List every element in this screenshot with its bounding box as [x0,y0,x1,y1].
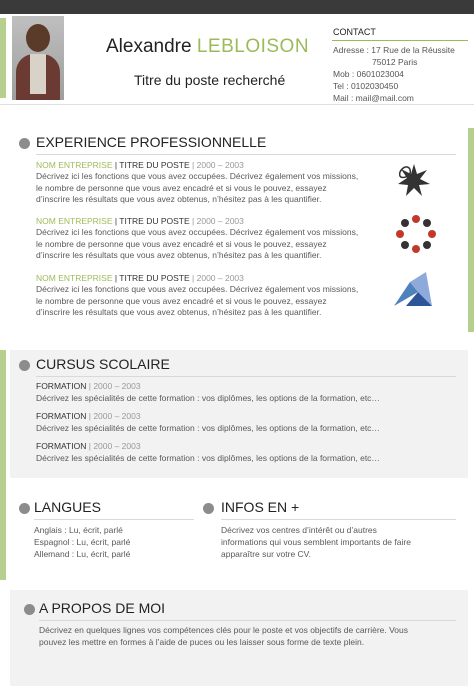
contact-mobile: Mob : 0601023004 [333,69,404,79]
right-accent-bar [468,128,474,332]
job-title: Titre du poste recherché [134,72,286,88]
education-item-heading: FORMATION | 2000 – 2003 [36,381,141,391]
section-bullet [203,503,214,514]
education-description: Décrivez les spécialités de cette formation : vos diplômes, les options de la formation, etc… [36,453,380,463]
ring-logo-icon [394,214,438,254]
experience-description: Décrivez ici les fonctions que vous avez occupées. Décrivez également vos missions, le nombre de personne que vous avez encadré et si vous le pouvez, essayez d’inscrire les résultats que vous avez obtenus, n’hésitez pas à les quantifier. [36,171,359,204]
experience-description: Décrivez ici les fonctions que vous avez occupées. Décrivez également vos missions, le nombre de personne que vous avez encadré et si vous le pouvez, essayez d’inscrire les résultats que vous avez obtenus, n’hésitez pas à les quantifier. [36,227,359,260]
section-rule [39,620,456,621]
section-bullet [19,138,30,149]
info-title: INFOS EN + [221,499,300,515]
experience-title: EXPERIENCE PROFESSIONNELLE [36,134,267,150]
language-item: Allemand : Lu, écrit, parlé [34,549,131,559]
info-text: Décrivez vos centres d’intérêt ou d’autres informations qui vous semblent importants de faire apparaître sur votre CV. [221,525,411,559]
contact-address: Adresse : 17 Rue de la Réussite [333,45,455,55]
languages-title: LANGUES [34,499,101,515]
about-title: A PROPOS DE MOI [39,600,166,616]
header-divider [0,104,474,105]
about-text: Décrivez en quelques lignes vos compétences clés pour le poste et vos objectifs de carrière. Vous pouvez les mettre en formes à l’aide de puces ou les laisser sous forme de texte plein. [39,625,409,647]
profile-photo [12,16,64,100]
section-bullet [19,503,30,514]
contact-mail: Mail : mail@mail.com [333,93,414,103]
left-accent-bar [0,18,6,98]
education-item-heading: FORMATION | 2000 – 2003 [36,441,141,451]
section-rule [221,519,456,520]
language-item: Anglais : Lu, écrit, parlé [34,525,123,535]
section-rule [36,376,456,377]
candidate-name [106,36,309,58]
section-bullet [24,604,35,615]
experience-description: Décrivez ici les fonctions que vous avez occupées. Décrivez également vos missions, le nombre de personne que vous avez encadré et si vous le pouvez, essayez d’inscrire les résultats que vous avez obtenus, n’hésitez pas à les quantifier. [36,284,359,317]
education-item-heading: FORMATION | 2000 – 2003 [36,411,141,421]
contact-divider [332,40,468,41]
first-name: Alexandre [106,36,192,57]
top-bar [0,0,474,14]
section-rule [36,154,456,155]
education-title: CURSUS SCOLAIRE [36,356,170,372]
languages-list [34,524,130,560]
education-description: Décrivez les spécialités de cette formation : vos diplômes, les options de la formation, etc… [36,393,380,403]
language-item: Espagnol : Lu, écrit, parlé [34,537,131,547]
contact-city: 75012 Paris [372,57,418,67]
section-bullet [19,360,30,371]
flower-logo-icon [392,160,436,200]
contact-title: CONTACT [333,27,376,37]
mountain-logo-icon [392,270,436,310]
contact-tel: Tel : 0102030450 [333,81,399,91]
last-name: LEBLOISON [196,36,310,57]
section-rule [34,519,194,520]
left-accent-bar [0,350,6,580]
education-description: Décrivez les spécialités de cette formation : vos diplômes, les options de la formation, etc… [36,423,380,433]
